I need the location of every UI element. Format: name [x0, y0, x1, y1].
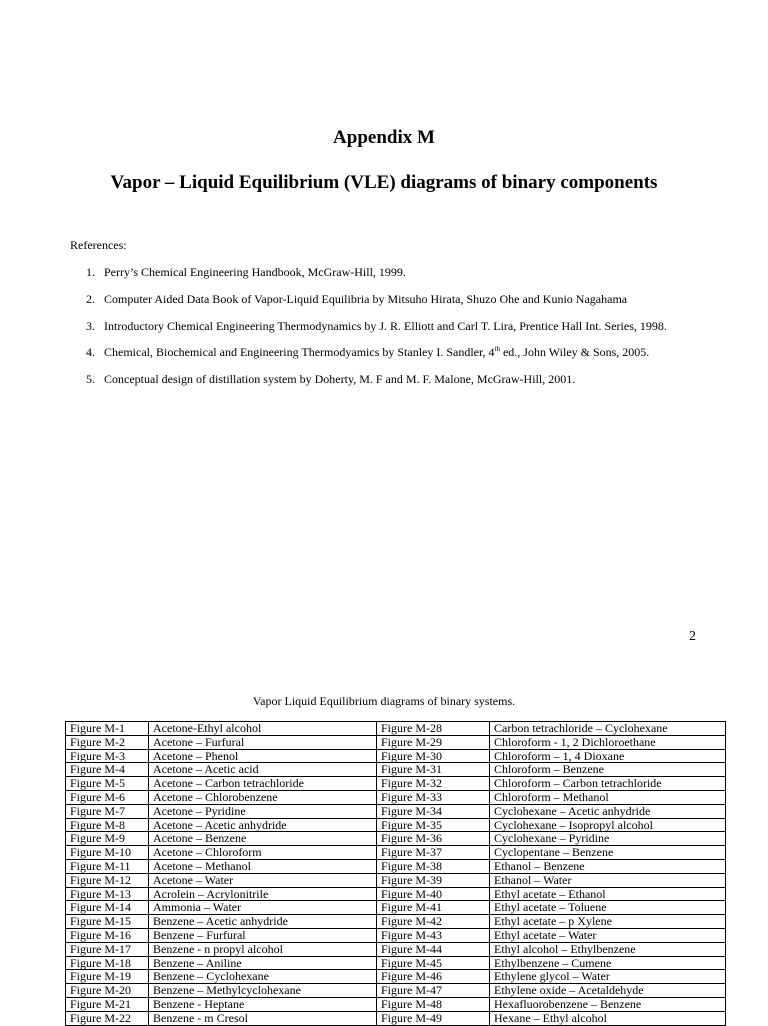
binary-system-cell: Benzene - Heptane — [149, 997, 377, 1011]
binary-system-cell: Acetone – Phenol — [149, 749, 377, 763]
reference-number: 2. — [86, 291, 95, 306]
table-row — [66, 777, 726, 791]
binary-system-cell: Acetone – Furfural — [149, 735, 377, 749]
figure-id-cell: Figure M-10 — [66, 846, 149, 860]
figure-id-cell: Figure M-17 — [66, 942, 149, 956]
figure-id-cell: Figure M-1 — [66, 722, 149, 736]
figure-id-cell: Figure M-36 — [377, 832, 490, 846]
figure-id-cell: Figure M-38 — [377, 859, 490, 873]
figure-id-cell: Figure M-18 — [66, 956, 149, 970]
figure-id-cell: Figure M-8 — [66, 818, 149, 832]
table-row — [66, 997, 726, 1011]
reference-number: 3. — [86, 318, 95, 333]
reference-number: 5. — [86, 372, 95, 386]
table-row — [66, 1011, 726, 1025]
binary-system-cell: Acetone – Carbon tetrachloride — [149, 777, 377, 791]
figure-id-cell: Figure M-5 — [66, 777, 149, 791]
figure-id-cell: Figure M-9 — [66, 832, 149, 846]
references-label: References: — [70, 238, 127, 252]
binary-system-cell: Benzene – Aniline — [149, 956, 377, 970]
binary-system-cell: Benzene - m Cresol — [149, 1011, 377, 1025]
superscript: th — [494, 345, 500, 354]
figure-id-cell: Figure M-35 — [377, 818, 490, 832]
binary-system-cell: Acetone – Acetic anhydride — [149, 818, 377, 832]
figure-id-cell: Figure M-20 — [66, 984, 149, 998]
reference-text: Introductory Chemical Engineering Thermodynamics by J. R. Elliott and Carl T. Lira, Prentice Hall Int. Series, 1998. — [104, 318, 667, 333]
figure-id-cell: Figure M-6 — [66, 790, 149, 804]
binary-system-cell: Acetone – Water — [149, 873, 377, 887]
table-row — [66, 790, 726, 804]
reference-text-cont: ed., John Wiley & Sons, 2005. — [499, 345, 650, 360]
reference-text: Perry’s Chemical Engineering Handbook, McGraw-Hill, 1999. — [104, 265, 406, 279]
references-list — [86, 265, 667, 399]
binary-system-cell: Cyclopentane – Benzene — [490, 846, 726, 860]
binary-system-cell: Benzene – Acetic anhydride — [149, 915, 377, 929]
figure-id-cell: Figure M-32 — [377, 777, 490, 791]
figure-id-cell: Figure M-43 — [377, 928, 490, 942]
binary-system-cell: Carbon tetrachloride – Cyclohexane — [490, 722, 726, 736]
figure-id-cell: Figure M-12 — [66, 873, 149, 887]
binary-system-cell: Cyclohexane – Isopropyl alcohol — [490, 818, 726, 832]
figure-id-cell: Figure M-4 — [66, 763, 149, 777]
table-row — [66, 873, 726, 887]
table-caption: Vapor Liquid Equilibrium diagrams of binary systems. — [252, 694, 516, 708]
figure-id-cell: Figure M-13 — [66, 887, 149, 901]
binary-system-cell: Chloroform – Benzene — [490, 763, 726, 777]
binary-system-cell: Benzene - n propyl alcohol — [149, 942, 377, 956]
table-row — [66, 832, 726, 846]
binary-system-cell: Chloroform – 1, 4 Dioxane — [490, 749, 726, 763]
binary-system-cell: Ammonia – Water — [149, 901, 377, 915]
table-row — [66, 804, 726, 818]
binary-system-cell: Chloroform – Methanol — [490, 790, 726, 804]
table-row — [66, 970, 726, 984]
binary-system-cell: Benzene – Cyclohexane — [149, 970, 377, 984]
binary-system-cell: Acetone – Chloroform — [149, 846, 377, 860]
binary-system-cell: Chloroform – Carbon tetrachloride — [490, 777, 726, 791]
table-row — [66, 859, 726, 873]
page-number: 2 — [689, 629, 696, 644]
figure-id-cell: Figure M-16 — [66, 928, 149, 942]
figure-id-cell: Figure M-21 — [66, 997, 149, 1011]
figure-id-cell: Figure M-22 — [66, 1011, 149, 1025]
figure-id-cell: Figure M-7 — [66, 804, 149, 818]
reference-number: 1. — [86, 265, 95, 279]
figure-id-cell: Figure M-45 — [377, 956, 490, 970]
table-row — [66, 818, 726, 832]
figure-id-cell: Figure M-34 — [377, 804, 490, 818]
binary-system-cell: Ethyl acetate – p Xylene — [490, 915, 726, 929]
figure-id-cell: Figure M-49 — [377, 1011, 490, 1025]
table-row — [66, 915, 726, 929]
binary-system-cell: Ethyl acetate – Water — [490, 928, 726, 942]
binary-system-cell: Ethylbenzene – Cumene — [490, 956, 726, 970]
figure-id-cell: Figure M-29 — [377, 735, 490, 749]
figure-id-cell: Figure M-46 — [377, 970, 490, 984]
reference-text: Chemical, Biochemical and Engineering Thermodyamics by Stanley I. Sandler, 4 — [104, 345, 495, 360]
table-row — [66, 846, 726, 860]
binary-system-cell: Ethyl alcohol – Ethylbenzene — [490, 942, 726, 956]
figure-id-cell: Figure M-41 — [377, 901, 490, 915]
binary-system-cell: Acrolein – Acrylonitrile — [149, 887, 377, 901]
reference-item — [86, 372, 667, 399]
figure-id-cell: Figure M-31 — [377, 763, 490, 777]
reference-text: Computer Aided Data Book of Vapor-Liquid Equilibria by Mitsuho Hirata, Shuzo Ohe and Kunio Nagahama — [104, 291, 628, 306]
table-row — [66, 956, 726, 970]
binary-system-cell: Chloroform - 1, 2 Dichloroethane — [490, 735, 726, 749]
binary-system-cell: Hexafluorobenzene – Benzene — [490, 997, 726, 1011]
binary-system-cell: Ethanol – Benzene — [490, 859, 726, 873]
figure-id-cell: Figure M-28 — [377, 722, 490, 736]
figure-id-cell: Figure M-19 — [66, 970, 149, 984]
binary-system-cell: Acetone – Acetic acid — [149, 763, 377, 777]
page-title: Appendix M — [333, 127, 435, 148]
binary-system-cell: Ethyl acetate – Toluene — [490, 901, 726, 915]
reference-number: 4. — [86, 345, 95, 360]
binary-system-cell: Acetone – Benzene — [149, 832, 377, 846]
figure-id-cell: Figure M-2 — [66, 735, 149, 749]
reference-text: Conceptual design of distillation system by Doherty, M. F and M. F. Malone, McGraw-Hill, 2001. — [104, 372, 576, 386]
table-row — [66, 735, 726, 749]
figure-id-cell: Figure M-42 — [377, 915, 490, 929]
figure-id-cell: Figure M-30 — [377, 749, 490, 763]
table-row — [66, 749, 726, 763]
binary-system-cell: Acetone – Pyridine — [149, 804, 377, 818]
figure-id-cell: Figure M-44 — [377, 942, 490, 956]
binary-system-cell: Cyclohexane – Pyridine — [490, 832, 726, 846]
table-row — [66, 984, 726, 998]
binary-system-cell: Ethylene oxide – Acetaldehyde — [490, 984, 726, 998]
figure-id-cell: Figure M-11 — [66, 859, 149, 873]
table-row — [66, 928, 726, 942]
figure-id-cell: Figure M-47 — [377, 984, 490, 998]
table-row — [66, 763, 726, 777]
figure-id-cell: Figure M-40 — [377, 887, 490, 901]
table-row — [66, 942, 726, 956]
figure-id-cell: Figure M-3 — [66, 749, 149, 763]
table-row — [66, 722, 726, 736]
binary-system-cell: Ethyl acetate – Ethanol — [490, 887, 726, 901]
reference-item — [86, 319, 667, 346]
figure-id-cell: Figure M-39 — [377, 873, 490, 887]
figures-table — [65, 721, 726, 1026]
figure-id-cell: Figure M-48 — [377, 997, 490, 1011]
figure-id-cell: Figure M-14 — [66, 901, 149, 915]
binary-system-cell: Hexane – Ethyl alcohol — [490, 1011, 726, 1025]
binary-system-cell: Benzene – Furfural — [149, 928, 377, 942]
figure-id-cell: Figure M-15 — [66, 915, 149, 929]
reference-item — [86, 265, 667, 292]
binary-system-cell: Acetone – Methanol — [149, 859, 377, 873]
page-subtitle: Vapor – Liquid Equilibrium (VLE) diagrams of binary components — [110, 172, 658, 193]
binary-system-cell: Cyclohexane – Acetic anhydride — [490, 804, 726, 818]
reference-item — [86, 345, 667, 372]
reference-item — [86, 292, 667, 319]
figures-table-body — [66, 722, 726, 1026]
binary-system-cell: Ethanol – Water — [490, 873, 726, 887]
binary-system-cell: Ethylene glycol – Water — [490, 970, 726, 984]
figure-id-cell: Figure M-33 — [377, 790, 490, 804]
binary-system-cell: Acetone – Chlorobenzene — [149, 790, 377, 804]
table-row — [66, 887, 726, 901]
binary-system-cell: Benzene – Methylcyclohexane — [149, 984, 377, 998]
figure-id-cell: Figure M-37 — [377, 846, 490, 860]
table-row — [66, 901, 726, 915]
binary-system-cell: Acetone-Ethyl alcohol — [149, 722, 377, 736]
